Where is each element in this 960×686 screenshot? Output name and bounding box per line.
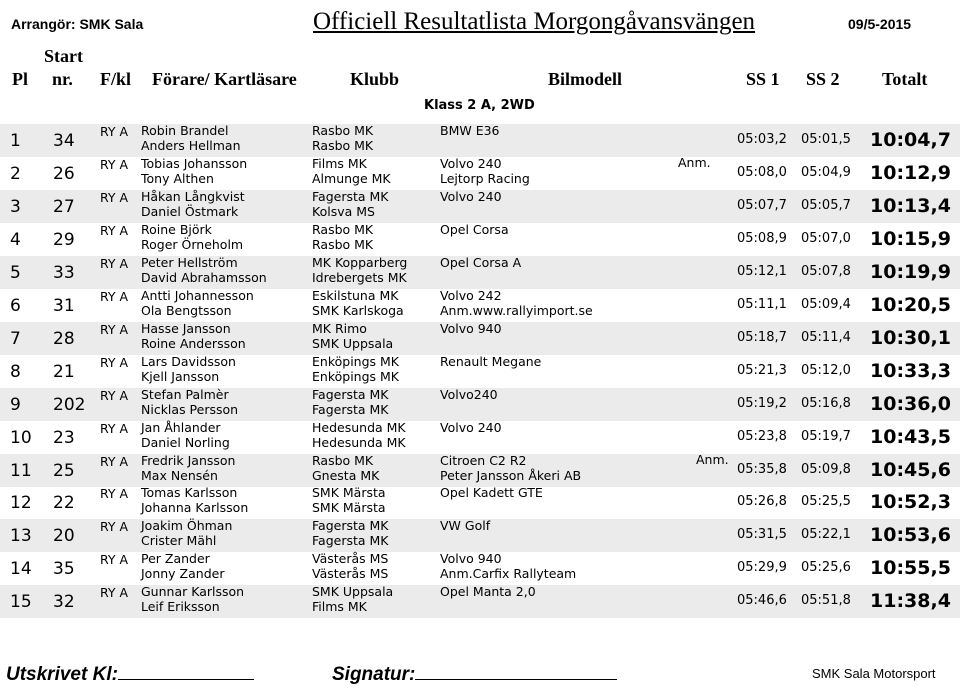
rank: 6: [10, 295, 21, 316]
rank: 14: [10, 559, 32, 580]
table-row: [0, 519, 960, 552]
ss1-time: 05:29,9: [737, 560, 787, 576]
ss1-time: 05:26,8: [737, 494, 787, 510]
ss2-time: 05:04,9: [801, 164, 851, 180]
codriver-name: Daniel Norling: [141, 434, 230, 450]
ss1-time: 05:31,5: [737, 527, 787, 543]
table-row: [0, 322, 960, 355]
total-time: 10:30,1: [870, 326, 951, 349]
driver-club: Enköpings MK: [312, 353, 399, 369]
col-car: Bilmodell: [548, 69, 623, 89]
codriver-name: Nicklas Persson: [141, 401, 239, 417]
codriver-club: Västerås MS: [312, 566, 389, 582]
total-time: 10:52,3: [870, 491, 951, 514]
codriver-name: Ola Bengtsson: [141, 302, 232, 318]
car-model: Citroen C2 R2: [440, 452, 527, 468]
total-time: 10:53,6: [870, 524, 951, 547]
col-driver: Förare/ Kartläsare: [152, 69, 297, 89]
ss2-time: 05:07,8: [801, 263, 851, 279]
table-row: [0, 355, 960, 388]
class-header: [0, 98, 960, 116]
class-code: RY A: [100, 189, 129, 205]
ss2-time: 05:09,8: [801, 461, 851, 477]
ss2-time: 05:01,5: [801, 132, 851, 147]
car-sponsor: Peter Jansson Åkeri AB: [440, 467, 582, 483]
driver-name: Håkan Långkvist: [141, 188, 245, 204]
codriver-name: Roine Andersson: [141, 335, 246, 351]
total-time: 10:19,9: [870, 260, 951, 283]
rank: 8: [10, 361, 21, 382]
codriver-name: Kjell Jansson: [141, 368, 220, 384]
codriver-club: Fagersta MK: [312, 401, 389, 417]
car-model: Volvo 940: [440, 320, 502, 336]
driver-club: Fagersta MK: [312, 188, 389, 204]
ss1-time: 05:19,2: [737, 395, 787, 411]
driver-club: Rasbo MK: [312, 123, 374, 138]
start-number: 26: [53, 163, 75, 184]
total-time: 10:55,5: [870, 557, 951, 580]
car-model: Volvo 240: [440, 419, 502, 435]
car-model: BMW E36: [440, 123, 500, 138]
total-time: 10:43,5: [870, 425, 951, 448]
class-code: RY A: [100, 486, 129, 502]
col-ss1: SS 1: [746, 69, 780, 89]
driver-name: Tobias Johansson: [141, 155, 248, 171]
class-label: Klass 2 A, 2WD: [424, 98, 535, 113]
rank: 9: [10, 394, 21, 415]
car-sponsor: Anm.www.rallyimport.se: [440, 302, 593, 318]
rank: 7: [10, 328, 21, 349]
start-number: 34: [53, 131, 75, 151]
rank: 15: [10, 592, 32, 613]
total-time: 10:33,3: [870, 359, 951, 382]
ss2-time: 05:16,8: [801, 395, 851, 411]
driver-club: Fagersta MK: [312, 518, 389, 534]
table-row: [0, 154, 960, 190]
class-code: RY A: [100, 288, 129, 304]
class-code: RY A: [100, 585, 129, 601]
car-sponsor: Lejtorp Racing: [440, 170, 530, 186]
class-code: RY A: [100, 354, 129, 370]
class-code: RY A: [100, 519, 129, 535]
col-total: Totalt: [882, 69, 928, 89]
total-time: 10:15,9: [870, 227, 951, 250]
start-number: 31: [53, 295, 75, 316]
total-time: 10:20,5: [870, 293, 951, 316]
ss2-time: 05:11,4: [801, 329, 851, 345]
total-time: 10:04,7: [870, 129, 951, 151]
codriver-name: Jonny Zander: [141, 566, 225, 582]
brand: SMK Sala Motorsport: [812, 666, 936, 681]
start-number: 22: [53, 493, 75, 514]
ss1-time: 05:08,0: [737, 164, 787, 180]
start-number: 35: [53, 559, 75, 580]
codriver-club: SMK Uppsala: [312, 335, 394, 351]
driver-name: Robin Brandel: [141, 123, 229, 138]
car-model: Volvo 240: [440, 188, 502, 204]
ss2-time: 05:51,8: [801, 593, 851, 609]
total-time: 10:12,9: [870, 161, 951, 184]
driver-name: Stefan Palmèr: [141, 386, 229, 402]
total-time: 11:38,4: [870, 590, 951, 613]
col-club: Klubb: [350, 69, 400, 89]
signature-line: [415, 661, 617, 680]
start-number: 23: [53, 427, 75, 448]
ss1-time: 05:12,1: [737, 263, 787, 279]
driver-club: Fagersta MK: [312, 386, 389, 402]
codriver-name: David Abrahamsson: [141, 269, 267, 285]
ss2-time: 05:25,6: [801, 560, 851, 576]
signature: [332, 661, 617, 686]
class-code: RY A: [100, 124, 129, 139]
driver-name: Roine Björk: [141, 221, 212, 237]
class-code: RY A: [100, 420, 129, 436]
total-time: 10:36,0: [870, 392, 951, 415]
ss2-time: 05:25,5: [801, 494, 851, 510]
ss2-time: 05:09,4: [801, 296, 851, 312]
ss2-time: 05:07,0: [801, 230, 851, 246]
ss1-time: 05:11,1: [737, 296, 787, 312]
car-model: Renault Megane: [440, 353, 542, 369]
driver-club: Västerås MS: [312, 551, 389, 567]
col-pl: Pl: [12, 69, 28, 89]
remark: Anm.: [678, 154, 711, 170]
table-row: [0, 421, 960, 454]
start-number: 28: [53, 328, 75, 349]
codriver-name: Leif Eriksson: [141, 599, 220, 615]
rank: 13: [10, 526, 32, 547]
total-time: 10:45,6: [870, 458, 951, 481]
codriver-name: Tony Althen: [141, 170, 214, 186]
organizer: Arrangör: SMK Sala: [11, 16, 144, 32]
rank: 4: [10, 229, 21, 250]
driver-club: SMK Uppsala: [312, 584, 394, 600]
car-model: Volvo 242: [440, 287, 502, 303]
table-row: [0, 388, 960, 421]
car-sponsor: Anm.Carfix Rallyteam: [440, 566, 577, 582]
rank: 10: [10, 427, 32, 448]
start-number: 29: [53, 229, 75, 250]
start-number: 21: [53, 361, 75, 382]
start-number: 20: [53, 526, 75, 547]
table-row: [0, 124, 960, 157]
ss1-time: 05:18,7: [737, 329, 787, 345]
car-model: Volvo 240: [440, 155, 502, 171]
driver-name: Lars Davidsson: [141, 353, 236, 369]
codriver-club: SMK Karlskoga: [312, 302, 404, 318]
start-number: 202: [53, 394, 86, 415]
codriver-club: Almunge MK: [312, 170, 391, 186]
codriver-name: Max Nensén: [141, 467, 218, 483]
codriver-club: Gnesta MK: [312, 467, 380, 483]
rank: 11: [10, 460, 32, 481]
ss1-time: 05:21,3: [737, 362, 787, 378]
event-date: 09/5-2015: [848, 16, 912, 32]
driver-name: Tomas Karlsson: [141, 485, 238, 501]
codriver-club: Idrebergets MK: [312, 269, 407, 285]
rank: 1: [10, 131, 21, 151]
driver-club: MK Rimo: [312, 320, 367, 336]
codriver-club: Films MK: [312, 599, 367, 615]
ss2-time: 05:22,1: [801, 527, 851, 543]
class-code: RY A: [100, 387, 129, 403]
driver-name: Fredrik Jansson: [141, 452, 236, 468]
ss1-time: 05:35,8: [737, 461, 787, 477]
ss2-time: 05:19,7: [801, 428, 851, 444]
signature-label: Signatur:: [332, 664, 416, 685]
driver-name: Hasse Jansson: [141, 320, 231, 336]
class-code: RY A: [100, 255, 129, 271]
ss2-time: 05:12,0: [801, 362, 851, 378]
ss1-time: 05:08,9: [737, 230, 787, 246]
driver-club: Hedesunda MK: [312, 419, 406, 435]
codriver-name: Johanna Karlsson: [141, 500, 249, 516]
col-fkl: F/kl: [100, 69, 132, 89]
codriver-club: Rasbo MK: [312, 236, 374, 252]
class-code: RY A: [100, 222, 129, 238]
ss1-time: 05:23,8: [737, 428, 787, 444]
table-row: [0, 223, 960, 256]
car-model: Opel Corsa A: [440, 254, 522, 270]
col-nr: nr.: [52, 69, 73, 89]
driver-club: Films MK: [312, 155, 367, 171]
ss2-time: 05:05,7: [801, 197, 851, 213]
class-code: RY A: [100, 321, 129, 337]
car-model: Opel Manta 2,0: [440, 584, 536, 600]
table-row: [0, 552, 960, 585]
total-time: 10:13,4: [870, 194, 951, 217]
rank: 2: [10, 163, 21, 184]
class-code: RY A: [100, 552, 129, 568]
class-code: RY A: [100, 453, 129, 469]
car-model: Volvo240: [440, 386, 498, 402]
rank: 5: [10, 262, 21, 283]
codriver-name: Anders Hellman: [141, 138, 241, 153]
table-row: [0, 486, 960, 519]
codriver-club: Fagersta MK: [312, 533, 389, 549]
driver-name: Peter Hellström: [141, 254, 238, 270]
driver-name: Antti Johannesson: [141, 287, 254, 303]
driver-club: MK Kopparberg: [312, 254, 408, 270]
ss1-time: 05:03,2: [737, 132, 787, 147]
car-model: Volvo 940: [440, 551, 502, 567]
table-row: [0, 451, 960, 487]
printed-at: [6, 661, 254, 686]
car-model: Opel Kadett GTE: [440, 485, 543, 501]
codriver-club: Enköpings MK: [312, 368, 399, 384]
class-code: RY A: [100, 156, 129, 172]
car-model: Opel Corsa: [440, 221, 509, 237]
codriver-name: Roger Örneholm: [141, 236, 244, 252]
page-title: Officiell Resultatlista Morgongåvansvängen: [313, 8, 756, 35]
driver-club: SMK Märsta: [312, 485, 386, 501]
car-model: VW Golf: [440, 518, 491, 534]
ss1-time: 05:46,6: [737, 593, 787, 609]
driver-name: Joakim Öhman: [141, 518, 233, 534]
start-number: 27: [53, 196, 75, 217]
rank: 3: [10, 196, 21, 217]
driver-club: Rasbo MK: [312, 221, 374, 237]
table-row: [0, 585, 960, 618]
codriver-club: Hedesunda MK: [312, 434, 406, 450]
start-number: 25: [53, 460, 75, 481]
start-number: 32: [53, 592, 75, 613]
driver-name: Per Zander: [141, 551, 210, 567]
table-row: [0, 289, 960, 322]
codriver-name: Daniel Östmark: [141, 203, 239, 219]
codriver-club: Rasbo MK: [312, 138, 374, 153]
table-row: [0, 256, 960, 289]
printed-line: [118, 661, 254, 680]
col-ss2: SS 2: [806, 69, 840, 89]
col-start: Start: [44, 46, 83, 66]
driver-name: Jan Åhlander: [141, 419, 221, 435]
driver-club: Eskilstuna MK: [312, 287, 399, 303]
table-row: [0, 190, 960, 223]
start-number: 33: [53, 262, 75, 283]
codriver-club: Kolsva MS: [312, 203, 375, 219]
driver-club: Rasbo MK: [312, 452, 374, 468]
codriver-name: Crister Mähl: [141, 533, 217, 549]
rank: 12: [10, 493, 32, 514]
codriver-club: SMK Märsta: [312, 500, 386, 516]
ss1-time: 05:07,7: [737, 197, 787, 213]
printed-label: Utskrivet Kl:: [6, 664, 118, 685]
remark: Anm.: [696, 451, 729, 467]
driver-name: Gunnar Karlsson: [141, 584, 245, 600]
